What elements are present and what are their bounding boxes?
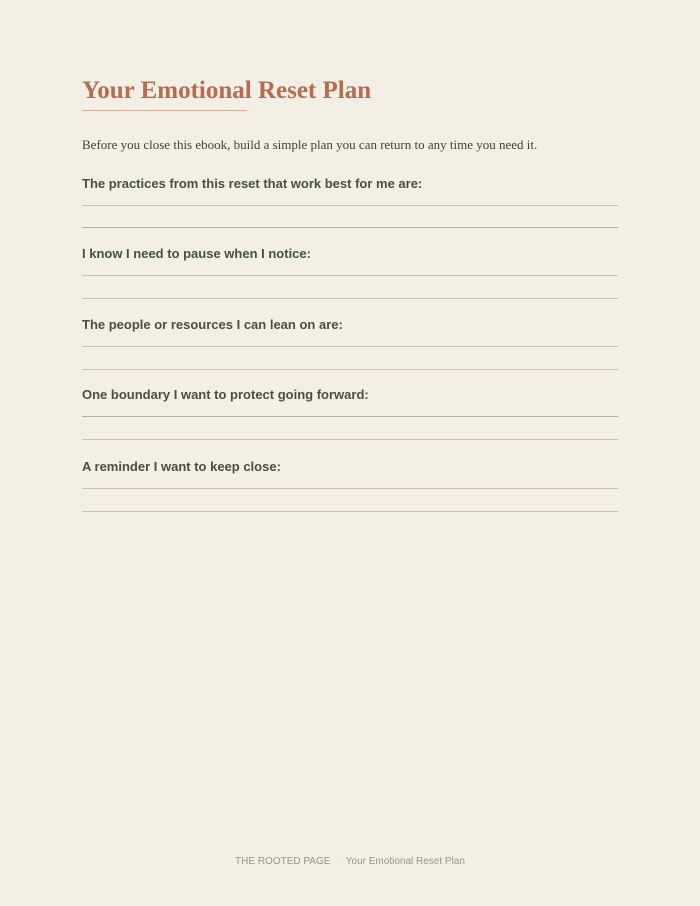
writing-line[interactable] (82, 205, 618, 206)
page-footer (0, 855, 700, 868)
prompt-support-resources: The people or resources I can lean on are: (82, 317, 343, 332)
writing-line[interactable] (82, 369, 618, 370)
page-title: Your Emotional Reset Plan (82, 77, 372, 104)
writing-line[interactable] (82, 346, 618, 347)
prompt-pause-signals: I know I need to pause when I notice: (82, 246, 311, 261)
writing-line[interactable] (82, 511, 618, 512)
writing-line[interactable] (82, 227, 618, 228)
writing-line[interactable] (82, 298, 618, 299)
prompt-boundary: One boundary I want to protect going forward: (82, 387, 369, 402)
footer-brand: THE ROOTED PAGE (235, 856, 331, 867)
prompt-reminder: A reminder I want to keep close: (82, 459, 281, 474)
title-underline (82, 110, 247, 111)
prompt-practices: The practices from this reset that work best for me are: (82, 176, 423, 191)
writing-line[interactable] (82, 275, 618, 276)
writing-line[interactable] (82, 416, 618, 417)
writing-line[interactable] (82, 488, 618, 489)
intro-text: Before you close this ebook, build a simple plan you can return to any time you need it. (82, 137, 538, 152)
writing-line[interactable] (82, 439, 618, 440)
footer-section: Your Emotional Reset Plan (345, 856, 465, 867)
footer-separator: · (336, 856, 340, 867)
